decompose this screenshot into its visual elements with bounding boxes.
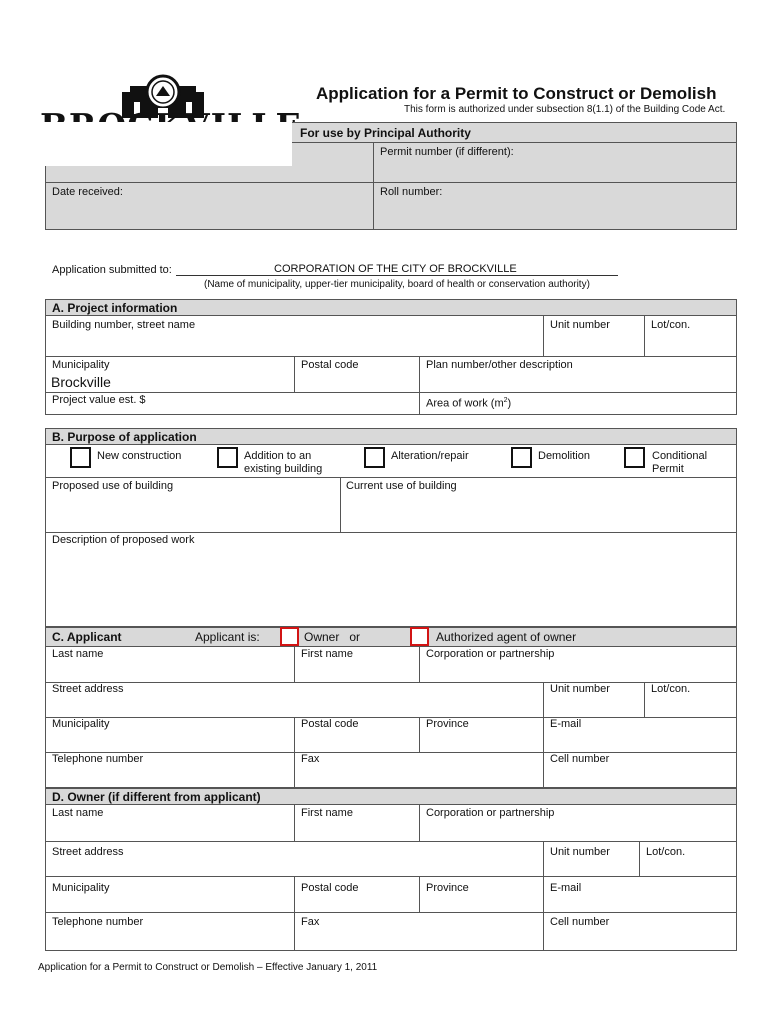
applicant-municipality-field[interactable] — [46, 718, 293, 751]
applicant-street-label: Street address — [52, 683, 124, 695]
section-c-title: C. Applicant — [52, 630, 122, 644]
agent-option-label: Authorized agent of owner — [436, 630, 577, 644]
addition-checkbox[interactable] — [217, 447, 238, 468]
applicant-cell-field[interactable] — [544, 753, 736, 787]
applicant-last-name-label: Last name — [52, 648, 104, 660]
conditional-permit-label: Conditional Permit — [652, 450, 708, 475]
description-field[interactable] — [46, 533, 736, 626]
description-label: Description of proposed work — [52, 534, 195, 546]
permit-number-label: Permit number (if different): — [380, 146, 514, 158]
applicant-lot-label: Lot/con. — [651, 683, 691, 695]
applicant-province-field[interactable] — [420, 718, 542, 751]
applicant-municipality-label: Municipality — [52, 718, 110, 730]
owner-last-name-field[interactable] — [46, 806, 293, 840]
applicant-fax-label: Fax — [301, 753, 320, 765]
roll-number-label: Roll number: — [380, 186, 443, 198]
official-use-heading: For use by Principal Authority — [300, 126, 471, 140]
project-lot-field[interactable] — [645, 317, 736, 355]
applicant-email-label: E-mail — [550, 718, 582, 730]
applicant-corporation-field[interactable] — [420, 648, 736, 681]
owner-first-name-field[interactable] — [295, 806, 418, 840]
owner-unit-label: Unit number — [550, 846, 610, 858]
owner-province-label: Province — [426, 882, 469, 894]
project-municipality-label: Municipality — [52, 359, 110, 371]
owner-corporation-field[interactable] — [420, 806, 736, 840]
submitted-to-note: (Name of municipality, upper-tier municipality, board of health or conservation authority) — [204, 279, 590, 290]
applicant-unit-field[interactable] — [544, 683, 643, 716]
date-received-field[interactable] — [46, 183, 372, 229]
owner-telephone-label: Telephone number — [52, 916, 144, 928]
applicant-province-label: Province — [426, 718, 469, 730]
project-value-field[interactable] — [46, 393, 418, 414]
applicant-street-field[interactable] — [46, 683, 542, 716]
proposed-use-label: Proposed use of building — [52, 480, 174, 492]
form-title: Application for a Permit to Construct or Demolish — [316, 84, 717, 103]
building-street-label: Building number, street name — [52, 319, 196, 331]
applicant-unit-label: Unit number — [550, 683, 610, 695]
owner-first-name-label: First name — [301, 807, 353, 819]
applicant-telephone-label: Telephone number — [52, 753, 144, 765]
permit-number-field[interactable] — [374, 143, 736, 181]
demolition-checkbox[interactable] — [511, 447, 532, 468]
owner-lot-field[interactable] — [640, 842, 736, 875]
owner-unit-field[interactable] — [544, 842, 638, 875]
project-unit-label: Unit number — [550, 319, 610, 331]
new-construction-checkbox[interactable] — [70, 447, 91, 468]
applicant-cell-label: Cell number — [550, 753, 610, 765]
owner-corporation-label: Corporation or partnership — [426, 807, 555, 819]
current-use-field[interactable] — [341, 478, 736, 531]
applicant-fax-field[interactable] — [295, 753, 542, 787]
applicant-telephone-field[interactable] — [46, 753, 293, 787]
plan-number-label: Plan number/other description — [426, 359, 573, 371]
section-d-title: D. Owner (if different from applicant) — [52, 790, 261, 804]
applicant-postal-field[interactable] — [295, 718, 418, 751]
owner-municipality-field[interactable] — [46, 877, 293, 911]
project-value-label: Project value est. $ — [52, 394, 146, 406]
project-municipality-value[interactable]: Brockville — [51, 374, 111, 390]
owner-checkbox[interactable] — [280, 627, 299, 646]
project-postal-field[interactable] — [295, 357, 418, 391]
applicant-lot-field[interactable] — [645, 683, 736, 716]
addition-label: Addition to an existing building — [244, 450, 323, 475]
authority-note: This form is authorized under subsection 8(1.1) of the Building Code Act. — [404, 104, 726, 115]
owner-cell-label: Cell number — [550, 916, 610, 928]
alteration-repair-checkbox[interactable] — [364, 447, 385, 468]
agent-checkbox[interactable] — [410, 627, 429, 646]
owner-fax-field[interactable] — [295, 913, 542, 950]
current-use-label: Current use of building — [346, 480, 457, 492]
owner-telephone-field[interactable] — [46, 913, 293, 950]
owner-fax-label: Fax — [301, 916, 320, 928]
applicant-corporation-label: Corporation or partnership — [426, 648, 555, 660]
new-construction-label: New construction — [97, 450, 182, 462]
date-received-label: Date received: — [52, 186, 123, 198]
project-unit-field[interactable] — [544, 317, 643, 355]
owner-municipality-label: Municipality — [52, 882, 110, 894]
section-b-title: B. Purpose of application — [52, 430, 197, 444]
building-street-field[interactable] — [46, 317, 542, 355]
footer-text: Application for a Permit to Construct or Demolish – Effective January 1, 2011 — [38, 962, 378, 973]
owner-lot-label: Lot/con. — [646, 846, 686, 858]
project-postal-label: Postal code — [301, 359, 359, 371]
area-of-work-field[interactable] — [420, 393, 736, 414]
owner-street-label: Street address — [52, 846, 124, 858]
applicant-email-field[interactable] — [544, 718, 736, 751]
proposed-use-field[interactable] — [46, 478, 339, 531]
roll-number-field[interactable] — [374, 183, 736, 229]
applicant-last-name-field[interactable] — [46, 648, 293, 681]
owner-cell-field[interactable] — [544, 913, 736, 950]
alteration-repair-label: Alteration/repair — [391, 450, 469, 462]
owner-last-name-label: Last name — [52, 807, 104, 819]
submitted-to-label: Application submitted to: — [52, 264, 172, 276]
project-lot-label: Lot/con. — [651, 319, 691, 331]
demolition-label: Demolition — [538, 450, 590, 462]
applicant-first-name-field[interactable] — [295, 648, 418, 681]
area-of-work-label: Area of work $(m^2)$ — [426, 397, 512, 410]
applicant-first-name-label: First name — [301, 648, 353, 660]
applicant-postal-label: Postal code — [301, 718, 359, 730]
owner-province-field[interactable] — [420, 877, 542, 911]
owner-postal-field[interactable] — [295, 877, 418, 911]
owner-street-field[interactable] — [46, 842, 542, 875]
owner-email-label: E-mail — [550, 882, 582, 894]
plan-number-field[interactable] — [420, 357, 736, 391]
submitted-to-value[interactable]: CORPORATION OF THE CITY OF BROCKVILLE — [274, 263, 517, 275]
owner-option-label: Owner or — [304, 630, 361, 644]
owner-postal-label: Postal code — [301, 882, 359, 894]
owner-email-field[interactable] — [544, 877, 736, 911]
section-a-title: A. Project information — [52, 301, 178, 315]
conditional-permit-checkbox[interactable] — [624, 447, 645, 468]
applicant-is-label: Applicant is: — [195, 630, 260, 644]
